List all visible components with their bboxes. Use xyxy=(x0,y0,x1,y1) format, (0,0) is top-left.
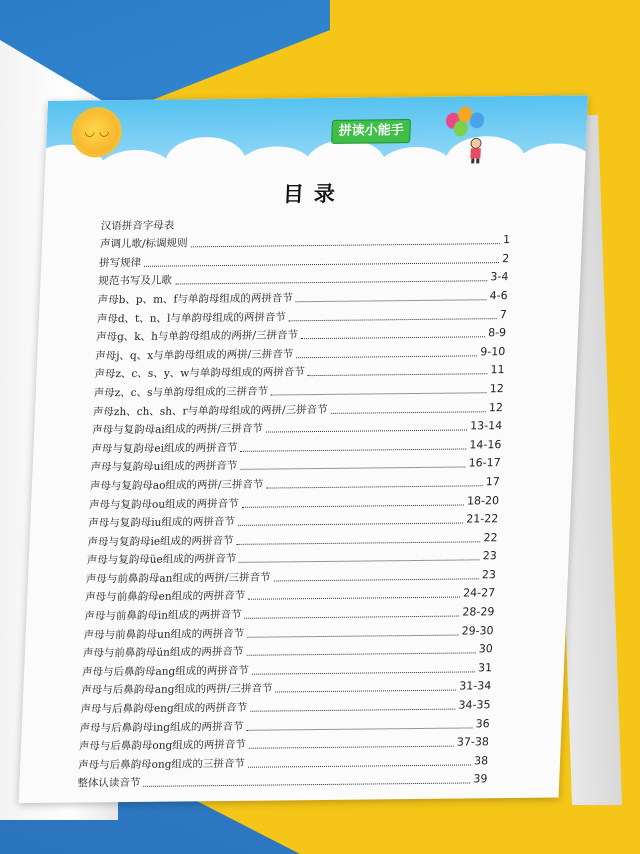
toc-page-number: 8-9 xyxy=(487,326,507,340)
toc-leader-dots xyxy=(241,504,463,507)
toc-page-number: 23 xyxy=(482,549,497,563)
toc-leader-dots xyxy=(143,783,470,787)
toc-page-number: 23 xyxy=(481,568,497,582)
page-title: 目录 xyxy=(282,180,346,207)
toc-leader-dots xyxy=(240,467,465,470)
toc-page-number: 16-17 xyxy=(468,456,501,470)
toc-entry-title: 声母与复韵母ou组成的两拼音节 xyxy=(88,497,239,511)
toc-page-number: 38 xyxy=(473,754,489,768)
toc-leader-dots xyxy=(289,318,497,321)
toc-entry-title: 声母与前鼻韵母en组成的两拼音节 xyxy=(84,590,246,604)
toc-page-number: 2 xyxy=(501,251,510,265)
toc-leader-dots xyxy=(266,485,482,488)
toc-entry-title: 声母与后鼻韵母ong组成的三拼音节 xyxy=(77,757,246,772)
toc-page-number: 29-30 xyxy=(461,623,494,638)
toc-page-number: 4-6 xyxy=(489,288,508,303)
toc-leader-dots xyxy=(308,374,488,377)
toc-entry-title: 声母与后鼻韵母ang组成的两拼/三拼音节 xyxy=(81,682,273,697)
toc-page-number: 7 xyxy=(499,307,508,321)
toc-leader-dots xyxy=(275,690,456,693)
toc-leader-dots xyxy=(249,746,454,749)
toc-leader-dots xyxy=(252,671,475,674)
toc-leader-dots xyxy=(239,560,480,564)
toc-entry-title: 汉语拼音字母表 xyxy=(100,219,175,232)
toc-leader-dots xyxy=(240,448,466,451)
toc-leader-dots xyxy=(238,523,463,526)
sun-icon: ◡ ◡ xyxy=(74,110,120,154)
toc-entry-title: 声母与复韵母iu组成的两拼音节 xyxy=(88,515,236,530)
toc-entry-title: 声母与复韵母üe组成的两拼音节 xyxy=(86,553,237,567)
toc-entry-title: 声母zh、ch、sh、r与单韵母组成的两拼/三拼音节 xyxy=(92,403,328,418)
toc-leader-dots xyxy=(247,634,459,637)
toc-entry-title: 声母与复韵母ai组成的两拼/三拼音节 xyxy=(91,422,264,437)
toc-entry-title: 拼写规律 xyxy=(98,256,142,270)
toc-page-number: 34-35 xyxy=(458,698,491,712)
toc-entry-title: 声母与复韵母ie组成的两拼音节 xyxy=(87,534,234,549)
toc-entry-title: 声母b、p、m、f与单韵母组成的两拼音节 xyxy=(97,292,294,307)
child-icon xyxy=(465,136,486,164)
toc-entry-title: 声母与前鼻韵母ün组成的两拼音节 xyxy=(82,646,244,660)
toc-page-number: 18-20 xyxy=(466,493,500,507)
toc-leader-dots xyxy=(296,299,487,302)
toc-leader-dots xyxy=(246,653,475,656)
toc-entry-title: 声母与复韵母ei组成的两拼音节 xyxy=(91,441,238,456)
toc-page-number: 14-16 xyxy=(469,437,502,452)
toc-page-number: 12 xyxy=(489,382,504,396)
toc-entry-title: 声母与复韵母ui组成的两拼音节 xyxy=(90,460,238,474)
toc-entry-title: 整体认读音节 xyxy=(77,777,141,790)
toc-entry-title: 声母与后鼻韵母eng组成的两拼音节 xyxy=(80,701,248,716)
toc-page-number: 31-34 xyxy=(459,679,492,693)
toc-page-number: 3-4 xyxy=(490,270,509,284)
toc-leader-dots xyxy=(271,392,487,395)
toc-leader-dots xyxy=(250,709,455,712)
table-of-contents xyxy=(77,212,511,793)
toc-page-number: 36 xyxy=(475,716,490,731)
toc-entry-title: 声调儿歌/标调规则 xyxy=(99,237,188,251)
toc-entry-title: 声母与前鼻韵母an组成的两拼/三拼音节 xyxy=(85,571,271,586)
toc-leader-dots xyxy=(244,616,459,619)
toc-page-number: 31 xyxy=(477,661,493,675)
toc-leader-dots xyxy=(144,262,499,267)
toc-page-number: 39 xyxy=(473,772,488,786)
toc-leader-dots xyxy=(236,541,480,545)
toc-leader-dots xyxy=(175,281,488,285)
toc-entry-title: 声母与后鼻韵母ong组成的两拼音节 xyxy=(78,739,246,753)
toc-entry-title: 声母与后鼻韵母ang组成的两拼音节 xyxy=(81,664,250,679)
toc-leader-dots xyxy=(248,597,460,600)
toc-page-number: 21-22 xyxy=(466,512,499,526)
toc-page-number: 13-14 xyxy=(469,419,503,433)
toc-page-number: 12 xyxy=(488,400,504,414)
toc-leader-dots xyxy=(273,578,478,581)
toc-page-number: 17 xyxy=(485,475,501,489)
toc-leader-dots xyxy=(190,243,499,247)
toc-entry-title: 声母j、q、x与单韵母组成的两拼/三拼音节 xyxy=(95,348,294,363)
toc-row xyxy=(77,770,488,793)
toc-leader-dots xyxy=(248,764,471,767)
toc-leader-dots xyxy=(301,336,485,339)
toc-entry-title: 声母与前鼻韵母un组成的两拼音节 xyxy=(83,627,245,642)
toc-page-number: 11 xyxy=(490,363,505,377)
clouds xyxy=(45,135,587,181)
book-page xyxy=(19,95,588,803)
toc-entry-title: 声母d、t、n、l与单韵母组成的两拼音节 xyxy=(96,310,287,325)
toc-entry-title: 声母与后鼻韵母ing组成的两拼音节 xyxy=(79,720,244,735)
toc-leader-dots xyxy=(266,430,467,433)
toc-entry-title: 声母与前鼻韵母in组成的两拼音节 xyxy=(84,608,242,623)
toc-leader-dots xyxy=(296,355,477,358)
toc-entry-title: 声母z、c、s、y、w与单韵母组成的两拼音节 xyxy=(94,366,305,381)
toc-entry-title: 声母与复韵母ao组成的两拼/三拼音节 xyxy=(89,478,264,493)
toc-page-number: 9-10 xyxy=(480,344,506,359)
toc-page-number: 24-27 xyxy=(462,586,496,600)
brand-badge: 拼读小能手 xyxy=(331,119,411,144)
toc-entry-title: 声母g、k、h与单韵母组成的两拼/三拼音节 xyxy=(95,329,299,344)
toc-page-number: 30 xyxy=(478,642,494,656)
toc-entry-title: 规范书写及儿歌 xyxy=(98,274,173,288)
toc-page-number: 28-29 xyxy=(462,605,495,619)
toc-leader-dots xyxy=(330,411,485,414)
toc-leader-dots xyxy=(246,727,472,730)
toc-page-number: 1 xyxy=(502,233,511,247)
toc-entry-title: 声母z、c、s与单韵母组成的三拼音节 xyxy=(93,385,269,400)
toc-page-number: 37-38 xyxy=(456,735,490,749)
toc-page-number: 22 xyxy=(483,530,498,544)
